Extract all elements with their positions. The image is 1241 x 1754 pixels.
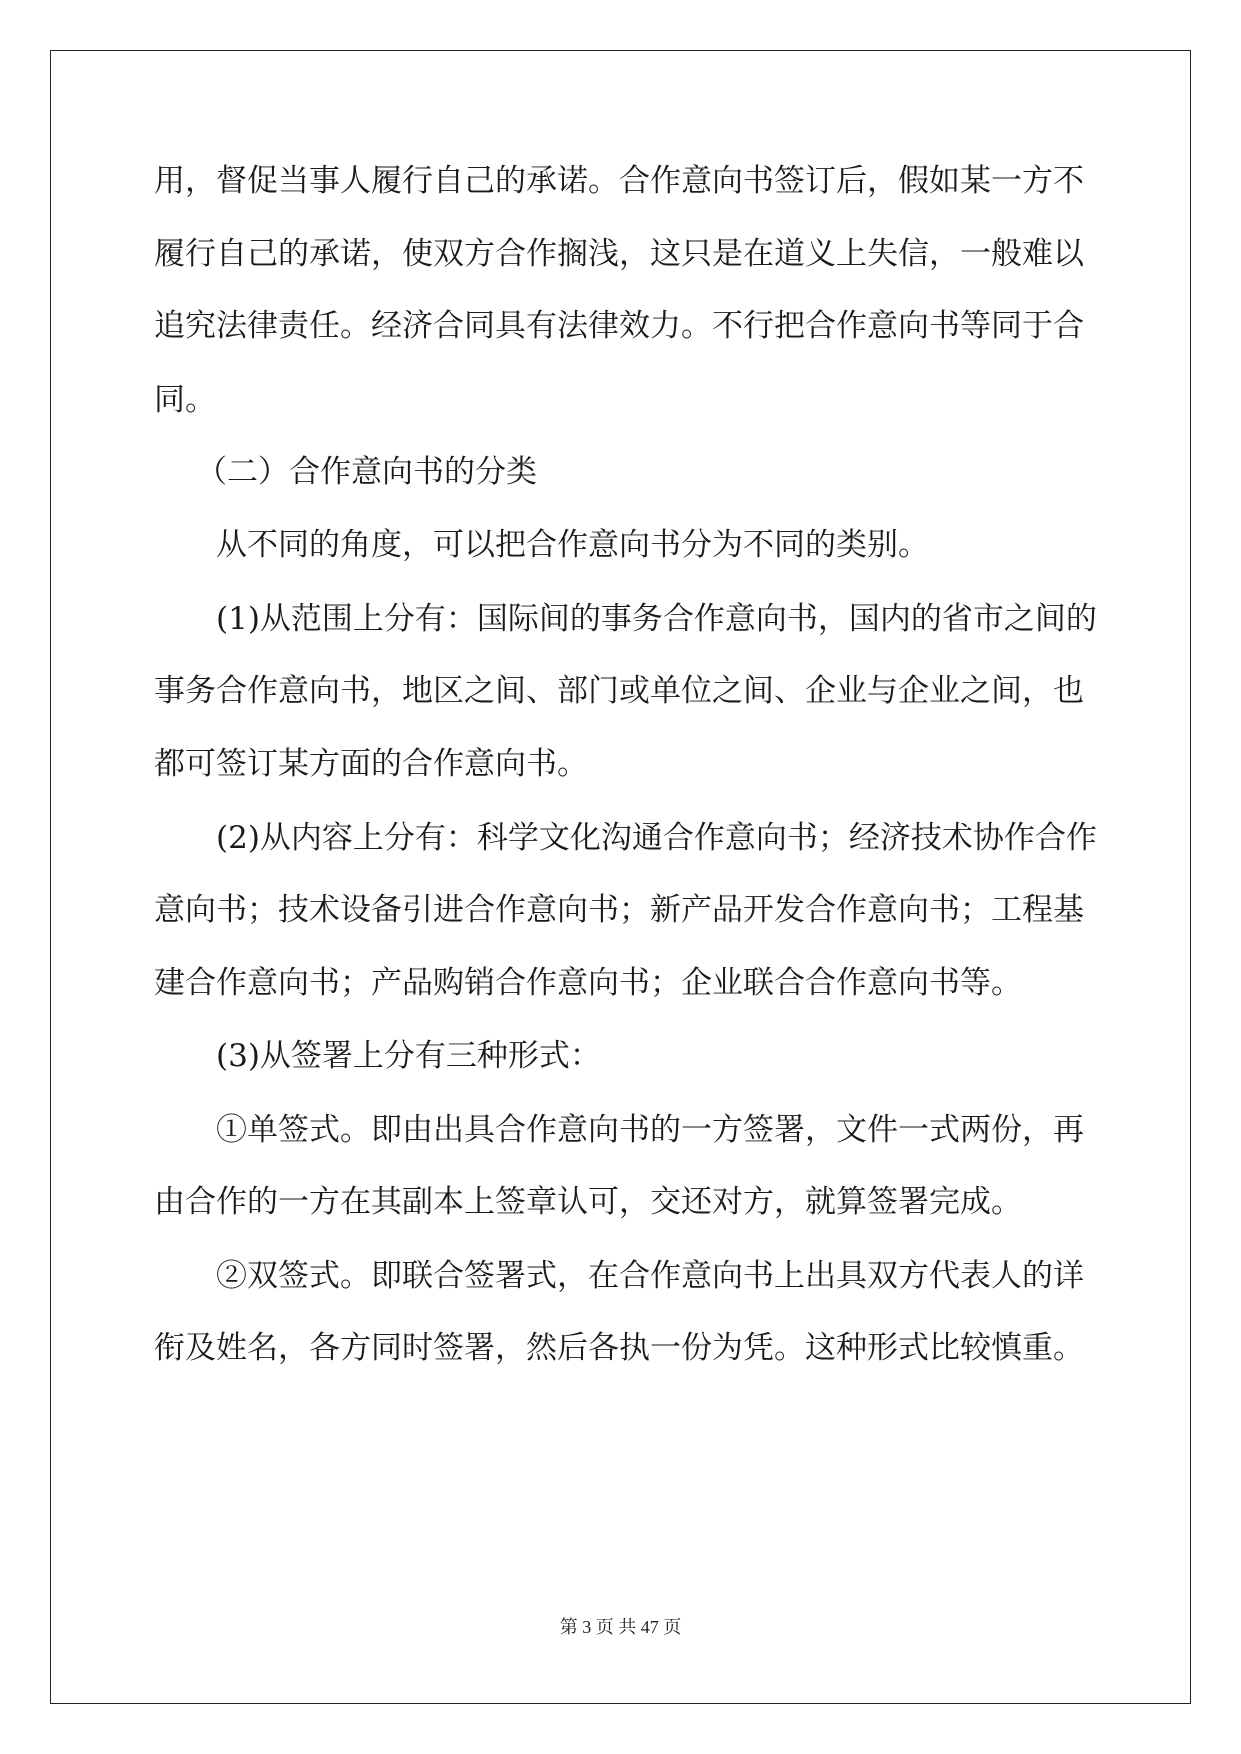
text-line: 从不同的角度，可以把合作意向书分为不同的类别。	[216, 527, 929, 563]
page-number: 第 3 页 共 47 页	[559, 1617, 682, 1637]
text-line: 用，督促当事人履行自己的承诺。合作意向书签订后，假如某一方不	[154, 163, 1084, 199]
text-line: 意向书；技术设备引进合作意向书；新产品开发合作意向书；工程基	[154, 892, 1084, 928]
text-line: 追究法律责任。经济合同具有法律效力。不行把合作意向书等同于合	[154, 308, 1084, 344]
text-line: 事务合作意向书，地区之间、部门或单位之间、企业与企业之间，也	[154, 673, 1084, 709]
text-line: ①单签式。即由出具合作意向书的一方签署，文件一式两份，再	[216, 1112, 1084, 1148]
text-line: 衔及姓名，各方同时签署，然后各执一份为凭。这种形式比较慎重。	[154, 1330, 1084, 1366]
text-line: 履行自己的承诺，使双方合作搁浅，这只是在道义上失信，一般难以	[154, 236, 1084, 272]
text-line: (2)从内容上分有：科学文化沟通合作意向书；经济技术协作合作	[216, 820, 1097, 856]
text-line: 建合作意向书；产品购销合作意向书；企业联合合作意向书等。	[154, 965, 1022, 1001]
text-line: 都可签订某方面的合作意向书。	[154, 746, 588, 782]
text-line: ②双签式。即联合签署式，在合作意向书上出具双方代表人的详	[216, 1258, 1084, 1294]
text-line: 由合作的一方在其副本上签章认可，交还对方，就算签署完成。	[154, 1184, 1022, 1220]
text-line: (1)从范围上分有：国际间的事务合作意向书，国内的省市之间的	[216, 601, 1097, 637]
section-heading: （二）合作意向书的分类	[196, 454, 537, 490]
page-border	[50, 50, 1191, 1704]
text-line: 同。	[154, 382, 216, 418]
text-line: (3)从签署上分有三种形式：	[216, 1038, 601, 1074]
